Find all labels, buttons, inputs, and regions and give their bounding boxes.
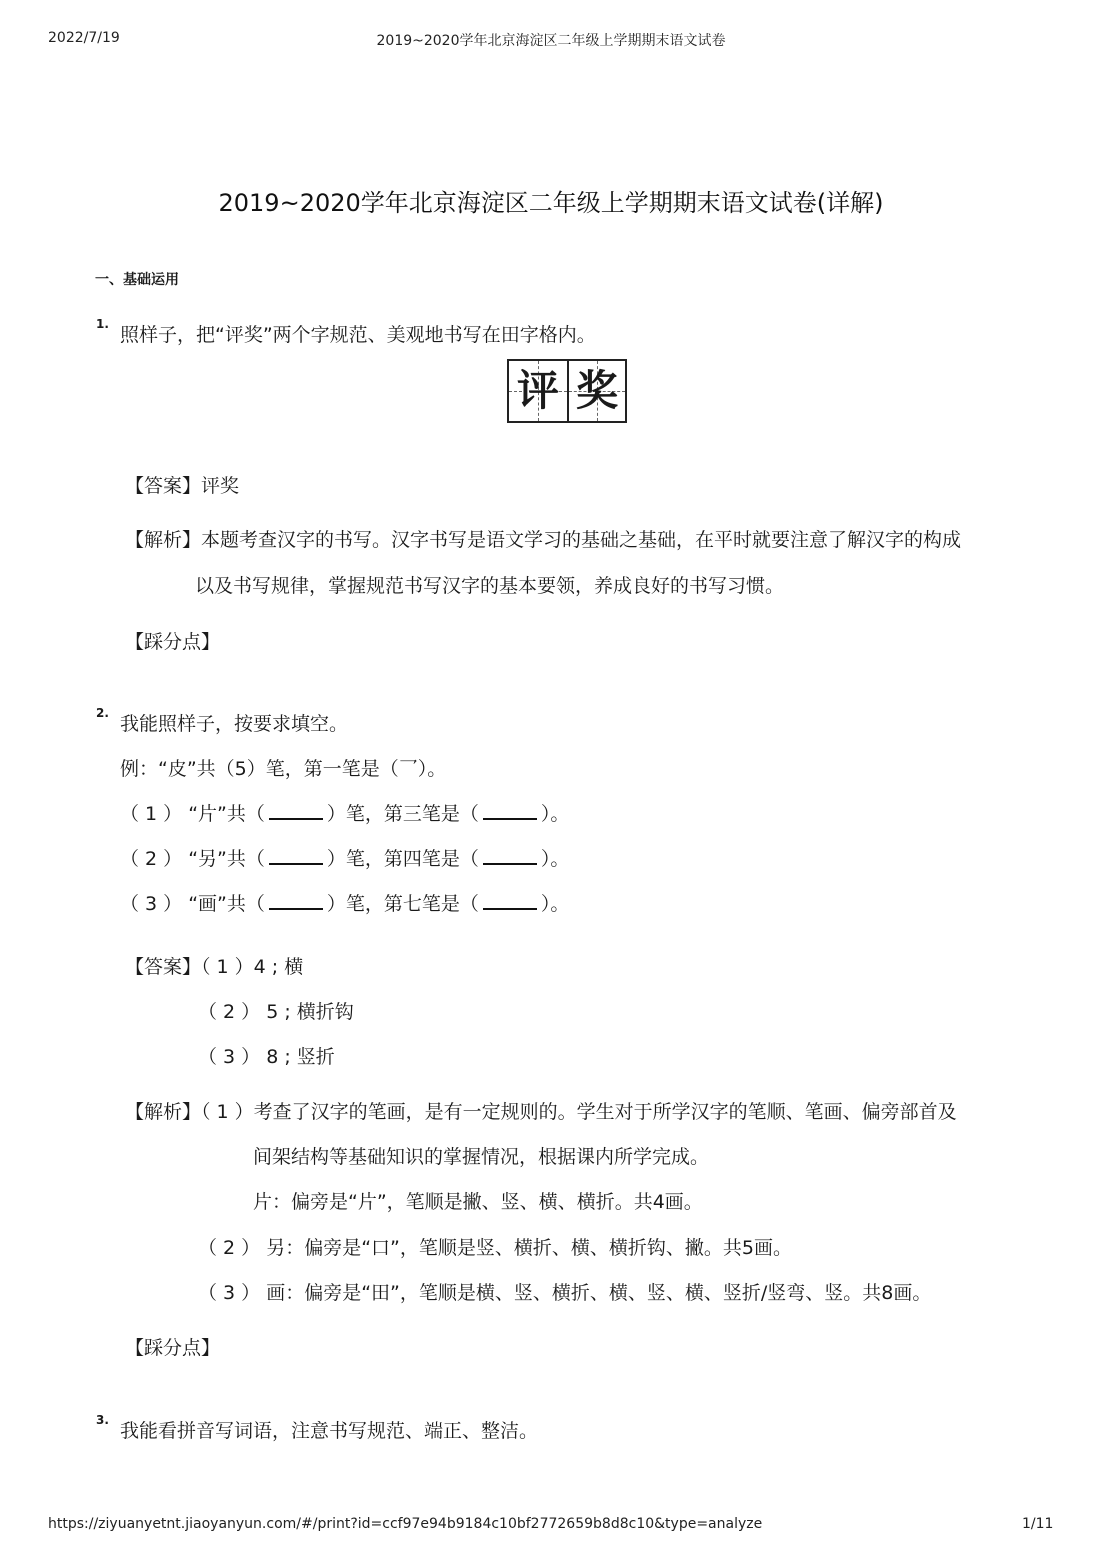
q2-analysis-line: （ 3 ） 画：偏旁是“田”，笔顺是横、竖、横折、横、竖、横、竖折/竖弯、竖。共8画。 [198, 1282, 932, 1304]
q2-item-3 [120, 889, 569, 916]
answer-label: 【答案】 [125, 956, 202, 978]
q1-analysis [125, 525, 961, 552]
answer-blank[interactable] [483, 802, 537, 820]
item-text: （ 2 ） “另”共（ [120, 848, 265, 870]
answer-blank[interactable] [269, 847, 323, 865]
print-header-title: 2019~2020学年北京海淀区二年级上学期期末语文试卷 [376, 33, 726, 49]
q2-analysis-line: 间架结构等基础知识的掌握情况，根据课内所学完成。 [253, 1146, 710, 1168]
answer-label: 【答案】 [125, 475, 202, 497]
q3-prompt: 我能看拼音写词语，注意书写规范、端正、整洁。 [120, 1420, 539, 1442]
analysis-text: （ 1 ）考查了汉字的笔画，是有一定规则的。学生对于所学汉字的笔顺、笔画、偏旁部首及 [201, 1101, 957, 1123]
tianzige-cell [509, 361, 567, 421]
item-text: ）笔，第七笔是（ [326, 893, 479, 915]
answer-blank[interactable] [483, 892, 537, 910]
q1-points-label: 【踩分点】 [125, 631, 221, 653]
page-title: 2019~2020学年北京海淀区二年级上学期期末语文试卷(详解) [218, 189, 884, 217]
q2-answer-3: （ 3 ） 8 ; 竖折 [198, 1046, 335, 1068]
question-number-2: 2. [96, 706, 109, 720]
grid-char: 评 [516, 366, 559, 415]
q2-item-1 [120, 799, 569, 826]
q1-answer [125, 471, 239, 498]
q2-analysis-line: 片：偏旁是“片”，笔顺是撇、竖、横、横折。共4画。 [253, 1191, 703, 1213]
answer-text: （ 1 ）4 ; 横 [201, 956, 304, 978]
q2-prompt: 我能照样子，按要求填空。 [120, 713, 349, 735]
q1-prompt: 照样子，把“评奖”两个字规范、美观地书写在田字格内。 [120, 324, 596, 346]
question-number-3: 3. [96, 1413, 109, 1427]
question-number-1: 1. [96, 317, 109, 331]
answer-blank[interactable] [269, 802, 323, 820]
item-text: ）。 [540, 893, 570, 915]
q2-points-label: 【踩分点】 [125, 1337, 221, 1359]
q2-example: 例：“皮”共（5）笔，第一笔是（乛）。 [120, 758, 447, 780]
analysis-label: 【解析】 [125, 529, 202, 551]
answer-text: 评奖 [201, 475, 240, 497]
q1-analysis-cont: 以及书写规律，掌握规范书写汉字的基本要领，养成良好的书写习惯。 [195, 575, 785, 597]
analysis-label: 【解析】 [125, 1101, 202, 1123]
item-text: ）笔，第四笔是（ [326, 848, 479, 870]
item-text: ）。 [540, 848, 570, 870]
footer-url[interactable]: https://ziyuanyetnt.jiaoyanyun.com/#/print?id=ccf97e94b9184c10bf2772659b8d8c10&type=analyze [48, 1516, 763, 1532]
q2-analysis-line: （ 2 ） 另：偏旁是“口”，笔顺是竖、横折、横、横折钩、撇。共5画。 [198, 1237, 792, 1259]
section-heading: 一、基础运用 [95, 272, 179, 288]
q2-item-2 [120, 844, 569, 871]
page-number: 1/11 [1022, 1516, 1054, 1532]
grid-char: 奖 [575, 366, 618, 415]
print-date: 2022/7/19 [48, 30, 120, 46]
answer-blank[interactable] [269, 892, 323, 910]
item-text: （ 1 ） “片”共（ [120, 803, 265, 825]
q2-answer-2: （ 2 ） 5 ; 横折钩 [198, 1001, 354, 1023]
q2-answer [125, 952, 303, 979]
item-text: （ 3 ） “画”共（ [120, 893, 265, 915]
tianzige-cell [567, 361, 625, 421]
tianzige-grid [507, 359, 627, 423]
q2-analysis [125, 1097, 957, 1124]
item-text: ）。 [540, 803, 570, 825]
answer-blank[interactable] [483, 847, 537, 865]
analysis-text: 本题考查汉字的书写。汉字书写是语文学习的基础之基础，在平时就要注意了解汉字的构成 [201, 529, 962, 551]
item-text: ）笔，第三笔是（ [326, 803, 479, 825]
